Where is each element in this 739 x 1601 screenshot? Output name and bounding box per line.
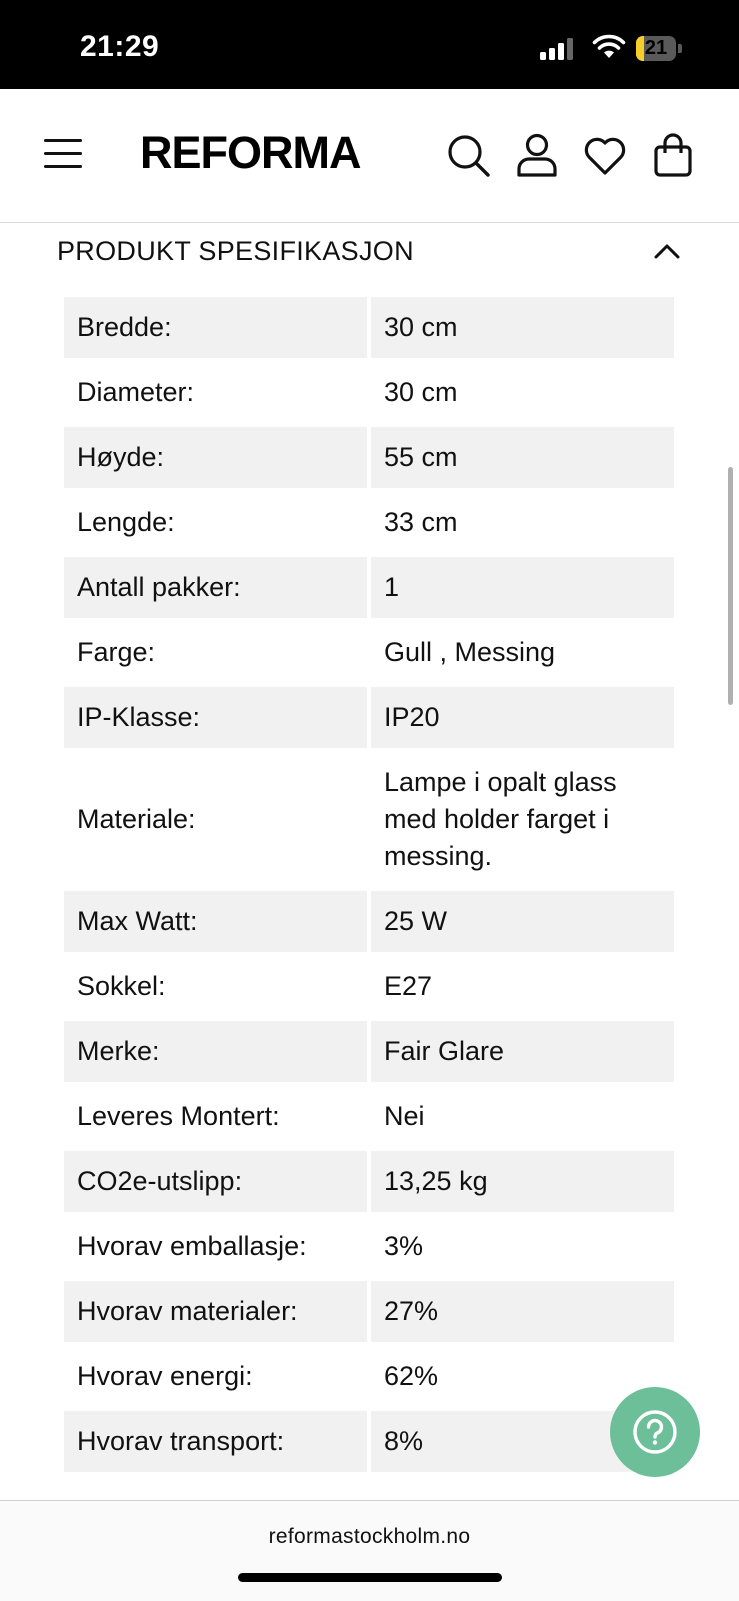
- spec-value: E27: [384, 971, 433, 1001]
- heart-icon: [583, 133, 627, 177]
- spec-row: [64, 492, 674, 553]
- menu-icon: [44, 139, 82, 142]
- battery-icon: [636, 36, 682, 61]
- account-icon: [515, 133, 559, 177]
- site-logo[interactable]: REFORMA: [140, 127, 361, 178]
- question-icon: [632, 1409, 678, 1455]
- spec-value: 3%: [384, 1231, 424, 1261]
- bag-icon: [652, 133, 696, 177]
- spec-value: 8%: [371, 1411, 674, 1472]
- spec-label: IP-Klasse:: [64, 687, 367, 748]
- spec-value: 13,25 kg: [371, 1151, 674, 1212]
- status-bar: [0, 0, 739, 89]
- spec-label: Diameter:: [77, 377, 195, 407]
- spec-label: Antall pakker:: [64, 557, 367, 618]
- menu-button[interactable]: [44, 137, 84, 171]
- spec-table: [64, 297, 674, 1476]
- spec-value: Lampe i opalt glass med holder farget i messing.: [384, 767, 617, 871]
- spec-row: [64, 687, 674, 748]
- spec-label: Høyde:: [64, 427, 367, 488]
- spec-value: Nei: [384, 1101, 425, 1131]
- spec-row: [64, 427, 674, 488]
- spec-row: [64, 557, 674, 618]
- spec-value: 62%: [384, 1361, 439, 1391]
- status-time: 21:29: [80, 30, 160, 63]
- url-bar[interactable]: reformastockholm.no: [268, 1525, 471, 1548]
- spec-value: 27%: [371, 1281, 674, 1342]
- spec-value: 30 cm: [371, 297, 674, 358]
- spec-value: 33 cm: [384, 507, 458, 537]
- spec-value: 1: [371, 557, 674, 618]
- section-title: PRODUKT SPESIFIKASJON: [57, 236, 414, 266]
- spec-row: [64, 1411, 674, 1472]
- spec-label: Hvorav transport:: [64, 1411, 367, 1472]
- home-indicator[interactable]: [238, 1573, 502, 1582]
- spec-value: IP20: [371, 687, 674, 748]
- spec-row: [64, 1021, 674, 1082]
- spec-row: [64, 752, 674, 887]
- site-header: [0, 89, 739, 223]
- help-button[interactable]: [610, 1387, 700, 1477]
- spec-value: Fair Glare: [371, 1021, 674, 1082]
- spec-label: Lengde:: [77, 507, 175, 537]
- spec-row: [64, 1086, 674, 1147]
- spec-label: Bredde:: [64, 297, 367, 358]
- search-button[interactable]: [446, 133, 490, 177]
- spec-value: Gull , Messing: [384, 637, 556, 667]
- spec-accordion-header[interactable]: [0, 222, 739, 280]
- spec-row: [64, 1281, 674, 1342]
- spec-row: [64, 891, 674, 952]
- spec-row: [64, 956, 674, 1017]
- spec-value: 30 cm: [384, 377, 458, 407]
- scrollbar[interactable]: [728, 467, 733, 705]
- wifi-icon: [592, 34, 626, 60]
- spec-label: Hvorav materialer:: [64, 1281, 367, 1342]
- spec-label: Hvorav emballasje:: [77, 1231, 307, 1261]
- spec-label: Sokkel:: [77, 971, 166, 1001]
- spec-row: [64, 1346, 674, 1407]
- spec-label: CO2e-utslipp:: [64, 1151, 367, 1212]
- signal-icon: [540, 38, 576, 60]
- spec-row: [64, 1216, 674, 1277]
- spec-label: Max Watt:: [64, 891, 367, 952]
- cart-button[interactable]: [652, 133, 696, 177]
- chevron-up-icon: [652, 236, 682, 266]
- spec-row: [64, 362, 674, 423]
- spec-value: 55 cm: [371, 427, 674, 488]
- spec-label: Materiale:: [77, 804, 196, 834]
- search-icon: [446, 133, 490, 177]
- spec-value: 25 W: [371, 891, 674, 952]
- spec-label: Merke:: [64, 1021, 367, 1082]
- wishlist-button[interactable]: [583, 133, 627, 177]
- browser-bottom-bar: [0, 1500, 739, 1601]
- spec-label: Leveres Montert:: [77, 1101, 280, 1131]
- spec-row: [64, 622, 674, 683]
- spec-row: [64, 1151, 674, 1212]
- spec-label: Farge:: [77, 637, 156, 667]
- account-button[interactable]: [515, 133, 559, 177]
- spec-label: Hvorav energi:: [77, 1361, 253, 1391]
- battery-level: 21: [644, 37, 668, 59]
- spec-row: [64, 297, 674, 358]
